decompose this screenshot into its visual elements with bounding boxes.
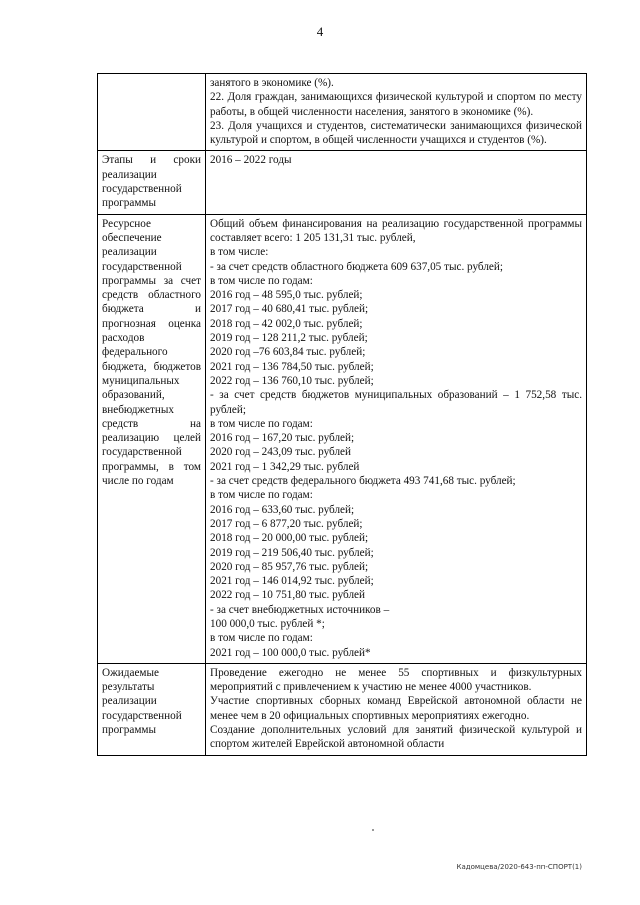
- text-line: в том числе по годам:: [210, 274, 313, 287]
- text-line: 2020 год –76 603,84 тыс. рублей;: [210, 346, 366, 359]
- page-number: 4: [316, 24, 324, 39]
- row2-content: 2016 – 2022 годы: [206, 151, 587, 214]
- text-line: - за счет внебюджетных источников –: [210, 603, 390, 616]
- text-line: 2016 год – 48 595,0 тыс. рублей;: [210, 289, 363, 302]
- scan-speck: [372, 829, 374, 831]
- text-line: 2021 год – 1 342,29 тыс. рублей: [210, 460, 360, 473]
- text-line: Общий объем финансирования на реализацию государственной программы составляет всего: 1 205 131,31 тыс. рублей,: [210, 217, 582, 244]
- text-line: 2020 год – 85 957,76 тыс. рублей;: [210, 560, 369, 573]
- footer-doc-code: Кадомцева/2020-643-пп-СПОРТ(1): [456, 863, 582, 871]
- table-row: [98, 151, 587, 214]
- text-line: 2021 год – 146 014,92 тыс. рублей;: [210, 575, 374, 588]
- row4-content: [206, 663, 587, 755]
- table-row: [98, 214, 587, 663]
- text-line: в том числе по годам:: [210, 417, 313, 430]
- text-line: 2019 год – 128 211,2 тыс. рублей;: [210, 332, 368, 345]
- text-line: 2018 год – 20 000,00 тыс. рублей;: [210, 532, 369, 545]
- text-line: - за счет средств бюджетов муниципальных образований – 1 752,58 тыс. рублей;: [210, 389, 582, 416]
- row4-label: Ожидаемые результаты реализации государственной программы: [98, 663, 206, 755]
- row1-content: [206, 74, 587, 151]
- text-line: 2022 год – 136 760,10 тыс. рублей;: [210, 374, 374, 387]
- text-line: Создание дополнительных условий для занятий физической культурой и спортом жителей Еврейской автономной области: [210, 724, 582, 751]
- row3-label: Ресурсное обеспечение реализации государственной программы за счет средств областного бюджета и прогнозная оценка расходов федерального бюджета, бюджетов муниципальных образований, внебюджетных средств на реализацию целей государственной программы, в том числе по годам: [98, 214, 206, 663]
- passport-table: [97, 73, 587, 756]
- text-line: 2019 год – 219 506,40 тыс. рублей;: [210, 546, 374, 559]
- text-line: 2016 год – 167,20 тыс. рублей;: [210, 432, 355, 445]
- text-line: 2017 год – 40 680,41 тыс. рублей;: [210, 303, 369, 316]
- table-row: [98, 663, 587, 755]
- text-line: 2020 год – 243,09 тыс. рублей: [210, 446, 352, 459]
- text-line: - за счет средств федерального бюджета 493 741,68 тыс. рублей;: [210, 475, 516, 488]
- text-line: 22. Доля граждан, занимающихся физической культурой и спортом по месту работы, в общей численности населения, занятого в экономике (%).: [210, 91, 582, 118]
- text-line: в том числе по годам:: [210, 632, 313, 645]
- text-line: 2021 год – 136 784,50 тыс. рублей;: [210, 360, 374, 373]
- text-line: 23. Доля учащихся и студентов, систематически занимающихся физической культурой и спортом, в общей численности учащихся и студентов (%).: [210, 119, 582, 147]
- text-line: в том числе по годам:: [210, 489, 313, 502]
- text-line: Участие спортивных сборных команд Еврейской автономной области не менее чем в 20 официальных спортивных мероприятиях ежегодно.: [210, 695, 582, 722]
- text-line: 100 000,0 тыс. рублей *;: [210, 617, 325, 630]
- text-line: Проведение ежегодно не менее 55 спортивных и физкультурных мероприятий с привлечением к участию не менее 4000 участников.: [210, 666, 582, 694]
- text-line: 2022 год – 10 751,80 тыс. рублей: [210, 589, 365, 602]
- text-line: 2017 год – 6 877,20 тыс. рублей;: [210, 517, 363, 530]
- text-line: 2016 год – 633,60 тыс. рублей;: [210, 503, 355, 516]
- text-line: занятого в экономике (%).: [210, 77, 334, 89]
- row3-content: [206, 214, 587, 663]
- table-row: [98, 74, 587, 151]
- text-line: 2018 год – 42 002,0 тыс. рублей;: [210, 317, 363, 330]
- row2-label: Этапы и сроки реализации государственной программы: [98, 151, 206, 214]
- row1-label: [98, 74, 206, 151]
- text-line: - за счет средств областного бюджета 609 637,05 тыс. рублей;: [210, 260, 503, 273]
- text-line: в том числе:: [210, 246, 269, 259]
- text-line: 2021 год – 100 000,0 тыс. рублей*: [210, 646, 371, 659]
